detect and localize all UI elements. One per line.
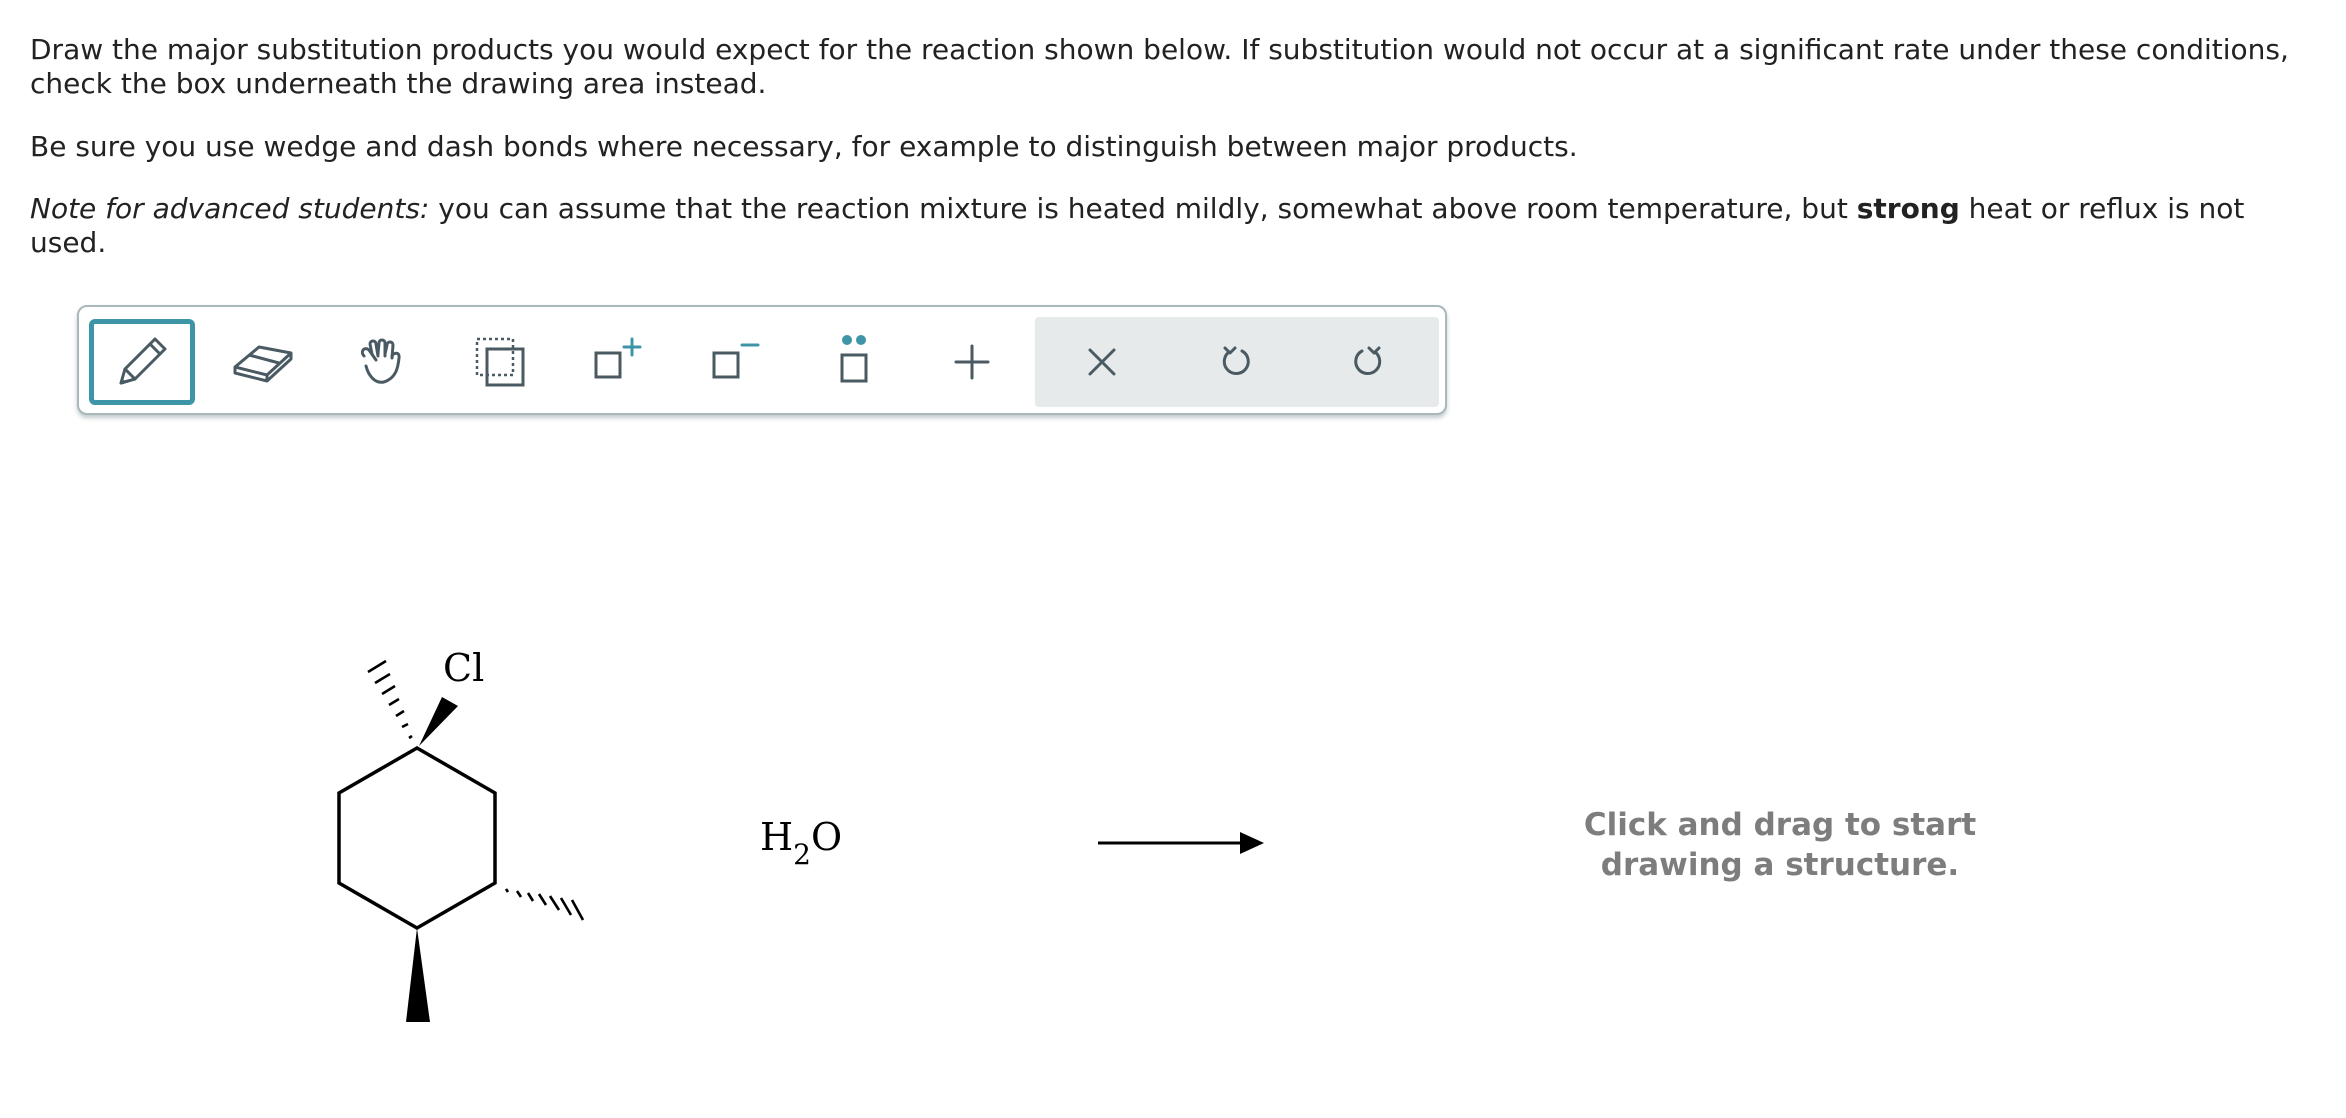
- wedge-bond-methyl-bottom: [406, 928, 430, 1022]
- drawing-hint: [1480, 805, 2080, 885]
- drawing-hint-line-1: Click and drag to start: [1583, 807, 1977, 843]
- wedge-bond-cl: [419, 697, 458, 746]
- drawing-canvas[interactable]: [1000, 430, 2340, 1110]
- reagent-h: H: [760, 815, 794, 859]
- advanced-note-text-b: heat or reflux is not used.: [30, 192, 2245, 259]
- instruction-paragraph-2: Be sure you use wedge and dash bonds where necessary, for example to distinguish between major products.: [30, 130, 1578, 163]
- advanced-note-text-a: you can assume that the reaction mixture is heated mildly, somewhat above room temperature, but: [429, 192, 1857, 225]
- reagent-subscript: 2: [793, 838, 811, 871]
- advanced-note-label: Note for advanced students:: [30, 192, 430, 225]
- instruction-paragraph-1: Draw the major substitution products you would expect for the reaction shown below. If substitution would not occur at a significant rate under these conditions, check the box underneath the drawing area instead.: [30, 33, 2289, 100]
- advanced-note-strong: strong: [1856, 192, 1960, 225]
- reagent-label: [760, 815, 842, 871]
- cyclohexane-ring: [339, 748, 495, 928]
- reactant-molecule: [339, 646, 583, 1022]
- reagent-o: O: [810, 815, 843, 859]
- drawing-hint-line-2: drawing a structure.: [1600, 847, 1960, 883]
- dash-bond-methyl-top: [368, 661, 412, 738]
- dash-bond-methyl-right: [506, 889, 583, 920]
- chlorine-label: Cl: [443, 646, 485, 690]
